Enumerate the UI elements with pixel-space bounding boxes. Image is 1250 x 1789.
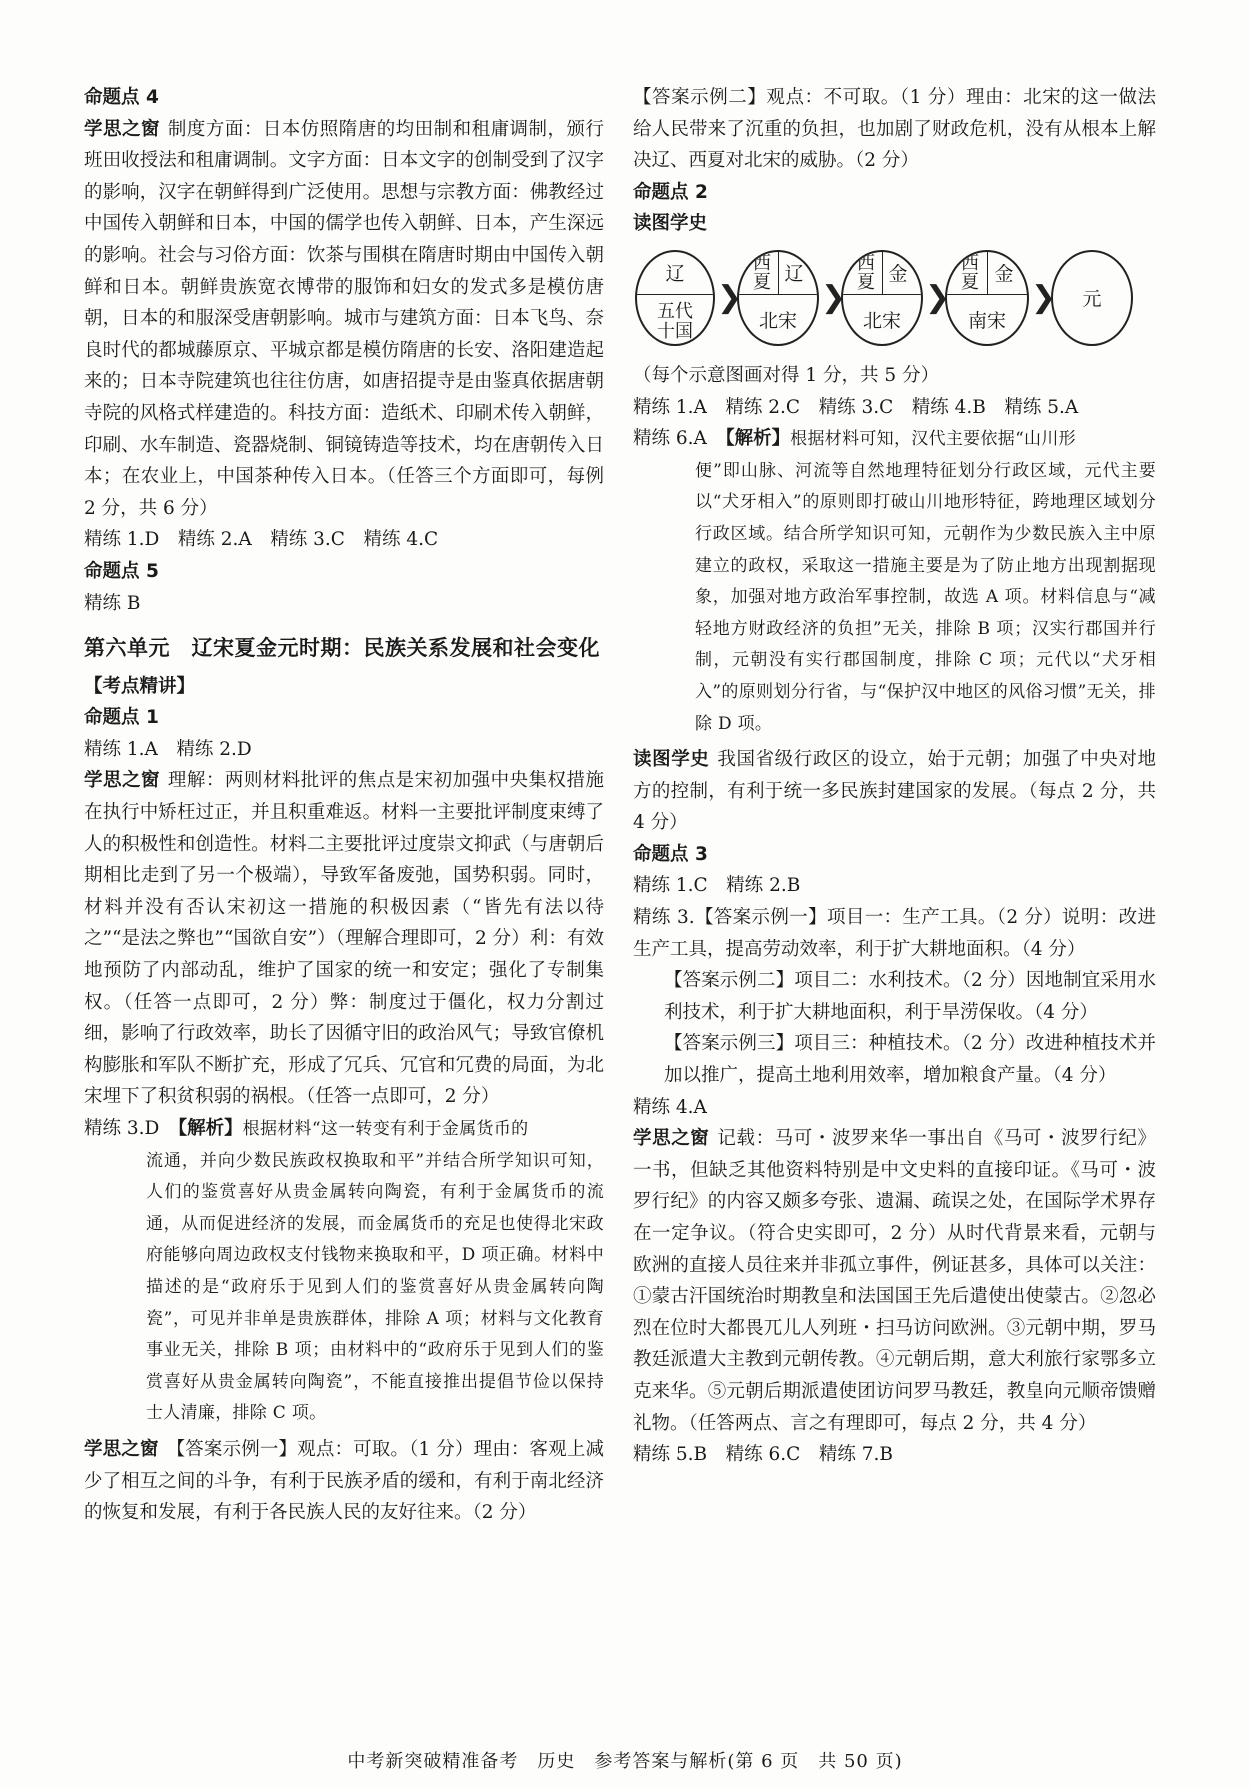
- analysis-tag: 【解析】: [725, 428, 791, 450]
- oval-top-left-label: 西 夏: [753, 252, 771, 293]
- section-title: 命题点 2: [633, 181, 708, 203]
- chevron-right-icon: ❯: [717, 279, 743, 315]
- exercise-answers: 精练 4.A: [633, 1096, 707, 1118]
- kaodian-heading: 【考点精讲】: [84, 675, 196, 697]
- chevron-right-icon: ❯: [925, 279, 951, 315]
- divider-line: [637, 294, 713, 295]
- diagram-oval-1: [635, 250, 715, 346]
- exercise-analysis-head: [633, 423, 1156, 456]
- oval-top-left-label: 西 夏: [857, 252, 875, 293]
- right-column: [633, 82, 1156, 1471]
- analysis-text: 根据材料“这一转变有利于金属货币的: [242, 1119, 529, 1139]
- oval-bottom-label: 北宋: [758, 309, 797, 332]
- analysis-text: 流通，并向少数民族政权换取和平”并结合所学知识可知，人们的鉴赏喜好从贵金属转向陶瓷，有利于金属货币的流通，从而促进经济的发展，而金属货币的充足也使得北宋政府能够向周边政权支付钱物来换取和平，D 项正确。材料中描述的是“政府乐于见到人们的鉴赏喜好从贵金属转向陶瓷”，可见并非单是贵族群体，排除 A 项；材料与文化教育事业无关，排除 B 项；由材料中的“政府乐于见到人们的鉴赏喜好从贵金属转向陶瓷”，不能直接推出提倡节俭以保持士人清廉，排除 C 项。: [146, 1150, 604, 1424]
- xuesi-text: 制度方面：日本仿照隋唐的均田制和租庸调制，颁行班田收授法和租庸调制。文字方面：日本文字的创制受到了汉字的影响，汉字在朝鲜得到广泛使用。思想与宗教方面：佛教经过中国传入朝鲜和日本，中国的儒学也传入朝鲜、日本，产生深远的影响。社会与习俗方面：饮茶与围棋在隋唐时期由中国传入朝鲜和日本。朝鲜贵族宽衣博带的服饰和妇女的发式多是模仿唐朝，日本的和服深受唐朝影响。城市与建筑方面：日本飞鸟、奈良时代的都城藤原京、平城京都是模仿隋唐的长安、洛阳建造起来的；日本寺院建筑也往往仿唐，如唐招提寺是由鉴真依据唐朝寺院的风格式样建造的。科技方面：造纸术、印刷术传入朝鲜，印刷、水车制造、瓷器烧制、铜镜铸造等技术，均在唐朝传入日本；在农业上，中国茶种传入日本。（任答三个方面即可，每例 2 分，共 6 分）: [84, 118, 604, 519]
- oval-bottom-label: 北宋: [862, 309, 901, 332]
- xuesi-label: 学思之窗: [633, 1128, 710, 1150]
- oval-top-right-label: 辽: [784, 262, 804, 285]
- diagram-oval-2: [737, 250, 819, 346]
- oval-top-left-label: 西 夏: [961, 252, 979, 293]
- chevron-right-icon: ❯: [821, 279, 847, 315]
- exercise-number: 精练 3.D: [84, 1118, 178, 1139]
- exercise-analysis-head: [84, 1113, 604, 1146]
- oval-top-right-label: 金: [888, 262, 908, 285]
- analysis-text: 根据材料可知，汉代主要依据“山川形: [790, 429, 1076, 450]
- answer-example: 【答案示例二】观点：不可取。（1 分）理由：北宋的这一做法给人民带来了沉重的负担，也加剧了财政危机，没有从根本上解决辽、西夏对北宋的威胁。（2 分）: [633, 87, 1156, 172]
- oval-bottom-label: 五代 十国: [657, 300, 693, 342]
- xuesi-label: 学思之窗: [84, 1438, 159, 1460]
- exercise-answers: 精练 B: [84, 592, 141, 614]
- dutu-label: 读图学史: [633, 749, 710, 771]
- answer-example: 【答案示例二】项目二：水利技术。（2 分）因地制宜采用水利技术，利于扩大耕地面积，利于旱涝保收。（4 分）: [664, 970, 1156, 1023]
- xuesi-text: 【答案示例一】观点：可取。（1 分）理由：客观上减少了相互之间的斗争，有利于民族矛盾的缓和，有利于南北经济的恢复和发展，有利于各民族人民的友好往来。（2 分）: [84, 1438, 604, 1524]
- oval-bottom-label: 南宋: [967, 309, 1006, 332]
- xuesi-text: 记载：马可・波罗来华一事出自《马可・波罗行纪》一书，但缺乏其他资料特别是中文史料的直接印证。《马可・波罗行纪》的内容又颇多夸张、遗漏、疏误之处，在国际学术界存在一定争议。（符合史实即可，2 分）从时代背景来看，元朝与欧洲的直接人员往来并非孤立事件，例证甚多，具体可以关注：①蒙古汗国统治时期教皇和法国国王先后遣使出使蒙古。②忽必烈在位时大都畏兀儿人列班・扫马访问欧洲。③元朝中期，罗马教廷派遣大主教到元朝传教。④元朝后期，意大利旅行家鄂多立克来华。⑤元朝后期派遣使团访问罗马教廷，教皇向元顺帝馈赠礼物。（任答两点、言之有理即可，每点 2 分，共 4 分）: [633, 1128, 1156, 1434]
- xuesi-text: 理解：两则材料批评的焦点是宋初加强中央集权措施在执行中矫枉过正，并且积重难返。材料一主要批评制度束缚了人的积极性和创造性。材料二主要批评过度崇文抑武（与唐朝后期相比走到了另一个极端），导致军备废弛，国势积弱。同时，材料并没有否认宋初这一措施的积极因素（“皆先有法以待之”“是法之弊也”“国欲自安”）（理解合理即可，2 分）利：有效地预防了内部动乱，维护了国家的统一和安定；强化了专制集权。（任答一点即可，2 分）弊：制度过于僵化，权力分割过细，影响了行政效率，助长了因循守旧的政治风气；导致官僚机构膨胀和军队不断扩充，形成了冗兵、冗官和冗费的局面，为北宋埋下了积贫积弱的祸根。（任答一点即可，2 分）: [84, 770, 604, 1108]
- exercise-answers: 精练 5.B 精练 6.C 精练 7.B: [633, 1444, 893, 1466]
- section-title: 命题点 5: [84, 560, 159, 582]
- xuesi-paragraph: [633, 1123, 1156, 1439]
- dutu-text: 我国省级行政区的设立，始于元朝；加强了中央对地方的控制，有利于统一多民族封建国家的发展。（每点 2 分，共 4 分）: [633, 749, 1156, 834]
- exercise-number: 精练 6.A: [633, 428, 726, 450]
- exercise-answers: 精练 1.C 精练 2.B: [633, 875, 801, 897]
- xuesi-paragraph: [84, 765, 604, 1113]
- xuesi-paragraph: [84, 1434, 604, 1529]
- exercise-answers: 精练 1.D 精练 2.A 精练 3.C 精练 4.C: [84, 529, 439, 551]
- chevron-right-icon: ❯: [1031, 279, 1057, 315]
- section-title: 命题点 4: [84, 87, 159, 108]
- page-footer: 中考新突破精准备考 历史 参考答案与解析(第 6 页 共 50 页): [347, 1751, 903, 1772]
- answer-example: 【答案示例三】项目三：种植技术。（2 分）改进种植技术并加以推广，提高土地利用效率，增加粮食产量。（4 分）: [664, 1033, 1156, 1087]
- exercise-answers: 精练 1.A 精练 2.C 精练 3.C 精练 4.B 精练 5.A: [633, 396, 1079, 418]
- dutu-title: 读图学史: [633, 213, 708, 235]
- section-title: 命题点 3: [633, 843, 708, 865]
- diagram-oval-5: [1051, 250, 1133, 346]
- dutu-paragraph: [633, 744, 1156, 839]
- answer-example: [633, 902, 1156, 965]
- left-column: [84, 82, 604, 1529]
- unit-title: 第六单元 辽宋夏金元时期：民族关系发展和社会变化: [84, 636, 600, 661]
- xuesi-paragraph: [84, 114, 604, 525]
- analysis-tag: 【解析】: [177, 1118, 243, 1139]
- divider-line: [843, 294, 921, 295]
- oval-top-label: 辽: [665, 262, 685, 285]
- diagram-oval-3: [841, 250, 923, 346]
- xuesi-label: 学思之窗: [84, 770, 160, 792]
- diagram-oval-4: [945, 250, 1029, 346]
- divider-line: [947, 294, 1027, 295]
- answer-text: 【答案示例一】项目一：生产工具。（2 分）说明：改进生产工具，提高劳动效率，利于扩大耕地面积。（4 分）: [633, 907, 1156, 960]
- oval-center-label: 元: [1082, 287, 1102, 310]
- dynasty-diagram: [633, 244, 1156, 358]
- section-title: 命题点 1: [84, 707, 159, 729]
- xuesi-label: 学思之窗: [84, 118, 160, 140]
- exercise-answers: 精练 1.A 精练 2.D: [84, 738, 252, 760]
- divider-line: [739, 294, 817, 295]
- oval-top-right-label: 金: [994, 262, 1014, 285]
- exercise-number: 精练 3.: [633, 907, 695, 929]
- analysis-text: 便”即山脉、河流等自然地理特征划分行政区域，元代主要以“犬牙相入”的原则即打破山川地形特征，跨地理区域划分行政区域。结合所学知识可知，元朝作为少数民族入主中原建立的政权，采取这一措施主要是为了防止地方出现割据现象，加强对地方政治军事控制，故选 A 项。材料信息与“减轻地方财政经济的负担”无关，排除 B 项；汉实行郡国并行制，元朝没有实行郡国制度，排除 C 项；元代以“犬牙相入”的原则划分行省，与“保护汉中地区的风俗习惯”无关，排除 D 项。: [695, 460, 1156, 734]
- diagram-note: （每个示意图画对得 1 分，共 5 分）: [633, 364, 940, 386]
